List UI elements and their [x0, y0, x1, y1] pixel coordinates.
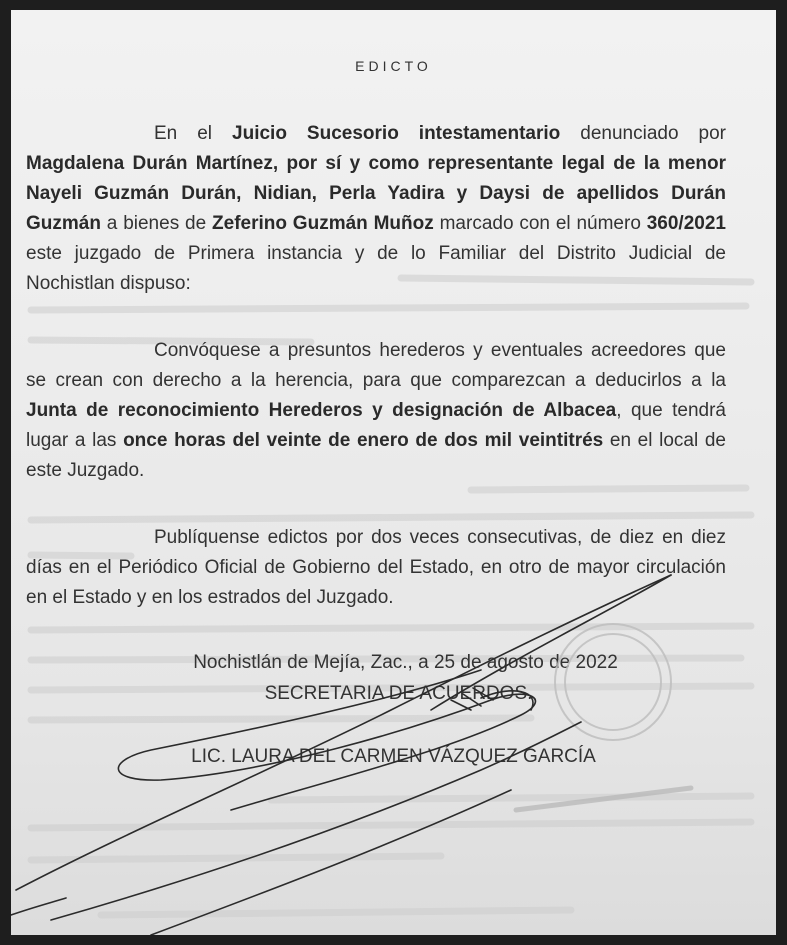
p2-bold-meeting: Junta de reconocimiento Herederos y designación de Albacea — [26, 400, 617, 421]
document-title: EDICTO — [355, 58, 432, 74]
p1-text-2: denunciado por — [560, 123, 726, 144]
edict-document — [11, 10, 776, 935]
p1-text-4: marcado con el número — [433, 213, 647, 234]
p2-text-1: Convóquese a presuntos herederos y eventuales acreedores que se crean con derecho a la herencia, para que comparezcan a deducirlos a la — [26, 340, 726, 391]
p1-text-5: este juzgado de Primera instancia y de lo Familiar del Distrito Judicial de Nochistlan dispuso: — [26, 243, 726, 294]
p3-text-1: Publíquense edictos por dos veces consecutivas, de diez en diez días en el Periódico Oficial de Gobierno del Estado, en otro de mayor circulación en el Estado y en los estrados del Juzgado. — [26, 527, 726, 608]
paragraph-publication — [26, 523, 726, 613]
paragraph-announcement — [26, 119, 726, 299]
office-title: SECRETARIA DE ACUERDOS. — [264, 683, 533, 704]
p1-bold-claimants: Magdalena Durán Martínez, por sí y como representante legal de la menor Nayeli Guzmán Durán, Nidian, Perla Yadira y Daysi de apellidos Durán Guzmán — [26, 153, 726, 234]
p2-bold-datetime: once horas del veinte de enero de dos mil veintitrés — [123, 430, 604, 451]
signatory-name: LIC. LAURA DEL CARMEN VÁZQUEZ GARCÍA — [191, 746, 596, 767]
p2-text-3: en el local de este Juzgado. — [26, 430, 726, 481]
document-paper — [11, 10, 776, 935]
p1-bold-case-number: 360/2021 — [646, 213, 726, 234]
p1-bold-deceased: Zeferino Guzmán Muñoz — [212, 213, 434, 234]
p1-bold-trial: Juicio Sucesorio intestamentario — [232, 123, 561, 144]
place-and-date: Nochistlán de Mejía, Zac., a 25 de agosto de 2022 — [193, 652, 618, 673]
paragraph-summons — [26, 336, 726, 486]
p1-text-3: a bienes de — [100, 213, 213, 234]
p2-text-2: , que tendrá lugar a las — [26, 400, 726, 451]
p1-text-1: En el — [154, 123, 233, 144]
